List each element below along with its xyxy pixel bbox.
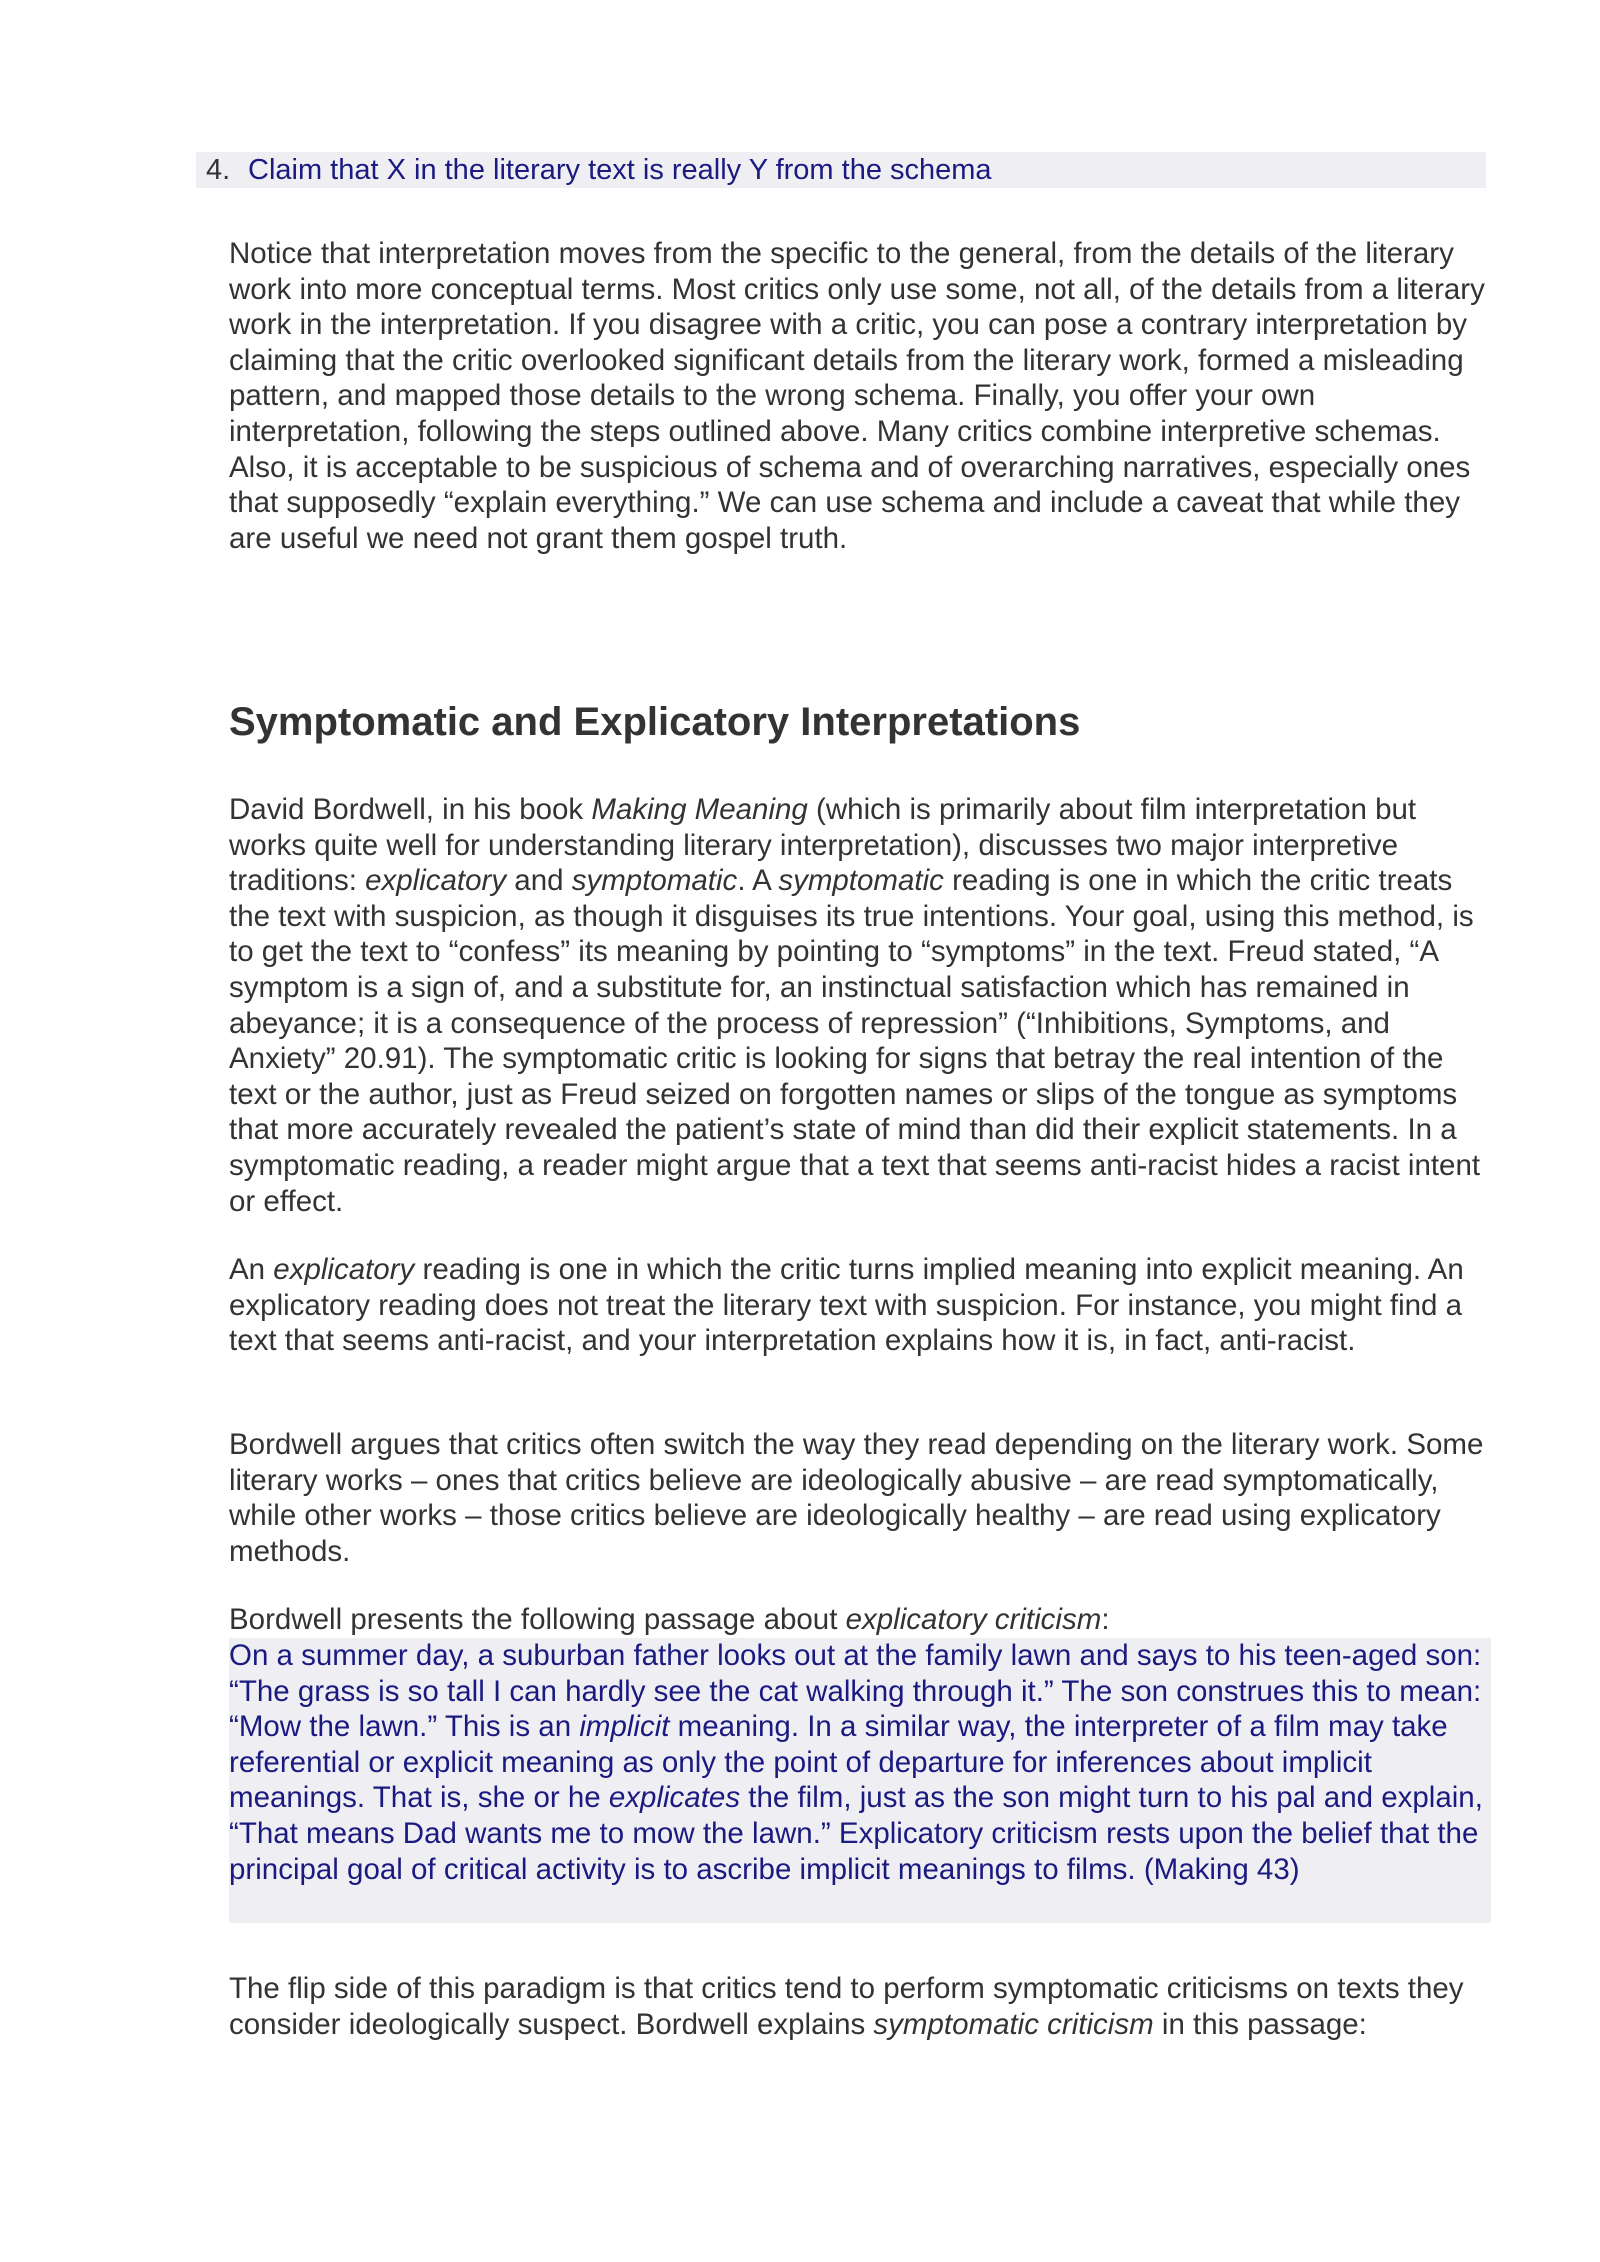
list-number: 4. — [206, 154, 231, 186]
numbered-list-item — [196, 152, 1486, 188]
paragraph-passage-intro: Bordwell presents the following passage about explicatory criticism: — [229, 1603, 1110, 1636]
list-item-text: Claim that X in the literary text is really Y from the schema — [248, 154, 992, 186]
block-quote: On a summer day, a suburban father looks out at the family lawn and says to his teen-aged son: “The grass is so tall I can hardly see the cat walking through it.” The son construes this to mean: “Mow the lawn.” This is an implicit meaning. In a similar way, the interpreter of a film may take referential or explicit meaning as only the point of departure for inferences about implicit meanings. That is, she or he explicates the film, just as the son might turn to his pal and explain, “That means Dad wants me to mow the lawn.” Explicatory criticism rests upon the belief that the principal goal of critical activity is to ascribe implicit meanings to films. (Making 43) — [229, 1638, 1491, 1923]
paragraph-interpretation-notice: Notice that interpretation moves from the specific to the general, from the details of the literary work into more conceptual terms. Most critics only use some, not all, of the details from a literary work in the interpretation. If you disagree with a critic, you can pose a contrary interpretation by claiming that the critic overlooked significant details from the literary work, formed a misleading pattern, and mapped those details to the wrong schema. Finally, you offer your own interpretation, following the steps outlined above. Many critics combine interpretive schemas. Also, it is acceptable to be suspicious of schema and of overarching narratives, especially ones that supposedly “explain everything.” We can use schema and include a caveat that while they are useful we need not grant them gospel truth. — [229, 237, 1485, 555]
book-title: Making Meaning — [591, 793, 808, 826]
paragraph-flip-side: The flip side of this paradigm is that critics tend to perform symptomatic criticisms on texts they consider ideologically suspect. Bordwell explains symptomatic criticism in this passage: — [229, 1972, 1464, 2041]
paragraph-bordwell-traditions: David Bordwell, in his book Making Meaning (which is primarily about film interpretation but works quite well for understanding literary interpretation), discusses two major interpretive traditions: explicatory and symptomatic. A symptomatic reading is one in which the critic treats the text with suspicion, as though it disguises its true intentions. Your goal, using this method, is to get the text to “confess” its meaning by pointing to “symptoms” in the text. Freud stated, “A symptom is a sign of, and a substitute for, an instinctual satisfaction which has remained in abeyance; it is a consequence of the process of repression” (“Inhibitions, Symptoms, and Anxiety” 20.91). The symptomatic critic is looking for signs that betray the real intention of the text or the author, just as Freud seized on forgotten names or slips of the tongue as symptoms that more accurately revealed the patient’s state of mind than did their explicit statements. In a symptomatic reading, a reader might argue that a text that seems anti-racist hides a racist intent or effect. — [229, 793, 1481, 1218]
section-heading: Symptomatic and Explicatory Interpretations — [229, 700, 1081, 744]
paragraph-bordwell-argues: Bordwell argues that critics often switch the way they read depending on the literary work. Some literary works – ones that critics believe are ideologically abusive – are read symptomatically, while other works – those critics believe are ideologically healthy – are read using explicatory methods. — [229, 1428, 1484, 1568]
paragraph-explicatory-reading: An explicatory reading is one in which the critic turns implied meaning into explicit meaning. An explicatory reading does not treat the literary text with suspicion. For instance, you might find a text that seems anti-racist, and your interpretation explains how it is, in fact, anti-racist. — [229, 1253, 1464, 1358]
